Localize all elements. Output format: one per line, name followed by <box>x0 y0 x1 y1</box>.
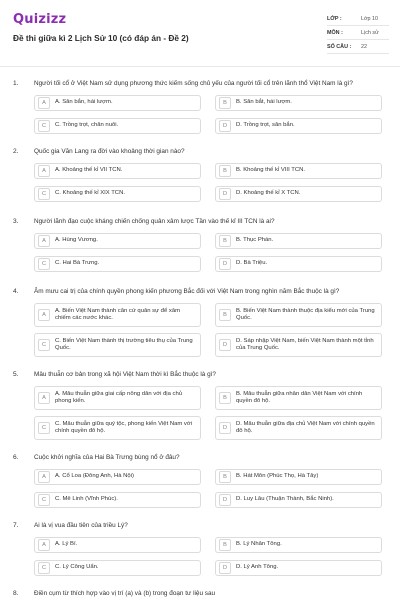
option-text: A. Cổ Loa (Đông Anh, Hà Nội) <box>55 473 134 480</box>
option-text: A. Mâu thuẫn giữa giai cấp nông dân với địa chủ phong kiến. <box>55 390 183 404</box>
option-c[interactable] <box>34 492 201 508</box>
question-number: 3. <box>13 218 19 225</box>
option-a[interactable] <box>34 95 201 111</box>
option-a[interactable] <box>34 233 201 249</box>
option-letter: D <box>219 494 231 506</box>
option-text: A. Lý Bí. <box>55 541 78 548</box>
meta-label: LỚP : <box>327 15 342 22</box>
option-d[interactable] <box>215 416 382 440</box>
option-a[interactable] <box>34 537 201 553</box>
option-text: C. Mâu thuẫn giữa quý tộc, phong kiến Việt Nam với chính quyền đô hộ. <box>55 420 193 434</box>
question-text: Âm mưu cai trị của chính quyền phong kiến phương Bắc đối với Việt Nam trong nghìn năm Bắc thuộc là gì? <box>34 288 340 295</box>
option-text: C. Khoảng thế kỉ XIX TCN. <box>55 190 125 197</box>
option-text: A. Săn bắn, hái lượm. <box>55 99 113 106</box>
option-letter: C <box>38 258 50 270</box>
option-text: B. Lý Nhân Tông. <box>236 541 282 548</box>
option-letter: A <box>38 539 50 551</box>
option-letter: A <box>38 392 50 404</box>
question-number: 4. <box>13 288 19 295</box>
option-text: B. Biến Việt Nam thành thuộc địa kiểu mới của Trung Quốc. <box>236 307 375 321</box>
option-text: D. Lý Anh Tông. <box>236 564 279 571</box>
option-text: D. Sáp nhập Việt Nam, biến Việt Nam thành một tỉnh của Trung Quốc. <box>236 337 374 351</box>
option-letter: D <box>219 258 231 270</box>
question-text: Cuộc khởi nghĩa của Hai Bà Trưng bùng nổ ở đâu? <box>34 454 180 461</box>
option-text: D. Mâu thuẫn giữa địa chủ Việt Nam với chính quyền đô hộ. <box>236 420 375 434</box>
question-text: Ai là vị vua đầu tiên của triều Lý? <box>34 522 128 529</box>
header-divider <box>0 66 400 67</box>
option-b[interactable] <box>215 303 382 327</box>
option-c[interactable] <box>34 118 201 134</box>
option-letter: A <box>38 309 50 321</box>
option-d[interactable] <box>215 333 382 357</box>
option-text: B. Thục Phán. <box>236 237 274 244</box>
option-letter: B <box>219 235 231 247</box>
option-letter: D <box>219 188 231 200</box>
option-letter: B <box>219 539 231 551</box>
option-letter: B <box>219 392 231 404</box>
question-text: Mâu thuẫn cơ bản trong xã hội Việt Nam thời kì Bắc thuộc là gì? <box>34 371 216 378</box>
option-text: A. Hùng Vương. <box>55 237 98 244</box>
option-c[interactable] <box>34 333 201 357</box>
option-c[interactable] <box>34 560 201 576</box>
meta-value: 22 <box>361 43 367 50</box>
option-b[interactable] <box>215 469 382 485</box>
question-number: 7. <box>13 522 19 529</box>
option-text: A. Biến Việt Nam thành căn cứ quân sự để xâm chiếm các nước khác. <box>55 307 181 321</box>
option-letter: D <box>219 339 231 351</box>
option-letter: C <box>38 339 50 351</box>
option-b[interactable] <box>215 95 382 111</box>
option-d[interactable] <box>215 186 382 202</box>
document-title: Đề thi giữa kì 2 Lịch Sử 10 (có đáp án - Đề 2) <box>13 33 189 43</box>
option-b[interactable] <box>215 233 382 249</box>
option-letter: B <box>219 471 231 483</box>
meta-value: Lớp 10 <box>361 15 379 22</box>
option-a[interactable] <box>34 469 201 485</box>
option-c[interactable] <box>34 186 201 202</box>
option-letter: C <box>38 494 50 506</box>
option-letter: A <box>38 235 50 247</box>
option-letter: A <box>38 471 50 483</box>
option-letter: C <box>38 188 50 200</box>
option-b[interactable] <box>215 163 382 179</box>
meta-row-subject <box>327 26 389 40</box>
option-text: D. Khoảng thế kỉ X TCN. <box>236 190 301 197</box>
quizizz-logo: Quizizz <box>13 12 67 27</box>
option-letter: A <box>38 97 50 109</box>
option-letter: C <box>38 120 50 132</box>
meta-value: Lịch sử <box>361 29 379 36</box>
question-number: 5. <box>13 371 19 378</box>
option-text: C. Lý Công Uẩn. <box>55 564 99 571</box>
question-text: Quốc gia Văn Lang ra đời vào khoảng thời gian nào? <box>34 148 185 155</box>
worksheet-header <box>0 0 400 66</box>
meta-label: MÔN : <box>327 29 343 36</box>
meta-row-count <box>327 40 389 54</box>
question-number: 1. <box>13 80 19 87</box>
option-letter: D <box>219 562 231 574</box>
option-letter: B <box>219 97 231 109</box>
option-a[interactable] <box>34 163 201 179</box>
question-text: Người lãnh đạo cuộc kháng chiến chống quân xâm lược Tần vào thế kỉ III TCN là ai? <box>34 218 275 225</box>
option-letter: B <box>219 165 231 177</box>
option-letter: B <box>219 309 231 321</box>
option-text: D. Trồng trọt, săn bắn. <box>236 122 295 129</box>
option-d[interactable] <box>215 560 382 576</box>
option-b[interactable] <box>215 537 382 553</box>
option-text: C. Biến Việt Nam thành thị trường tiêu thụ của Trung Quốc. <box>55 337 193 351</box>
question-number: 2. <box>13 148 19 155</box>
question-number: 8. <box>13 590 19 597</box>
meta-row-class <box>327 12 389 26</box>
meta-info <box>327 12 389 54</box>
option-b[interactable] <box>215 386 382 410</box>
option-letter: D <box>219 120 231 132</box>
option-text: B. Săn bắt, hái lượm. <box>236 99 292 106</box>
option-text: D. Luy Lâu (Thuận Thành, Bắc Ninh). <box>236 496 334 503</box>
option-text: C. Mê Linh (Vĩnh Phúc). <box>55 496 118 503</box>
option-letter: C <box>38 562 50 574</box>
option-text: C. Trồng trọt, chăn nuôi. <box>55 122 119 129</box>
option-d[interactable] <box>215 118 382 134</box>
meta-label: SỐ CÂU : <box>327 43 352 50</box>
option-text: B. Khoảng thế kỉ VIII TCN. <box>236 167 305 174</box>
option-letter: C <box>38 422 50 434</box>
question-text: Điền cụm từ thích hợp vào vị trí (a) và (b) trong đoạn tư liệu sau <box>34 590 216 597</box>
option-c[interactable] <box>34 416 201 440</box>
option-text: A. Khoảng thế kỉ VII TCN. <box>55 167 123 174</box>
option-d[interactable] <box>215 492 382 508</box>
option-text: C. Hai Bà Trưng. <box>55 260 100 267</box>
question-number: 6. <box>13 454 19 461</box>
option-text: D. Bà Triệu. <box>236 260 268 267</box>
option-text: B. Hát Môn (Phúc Thọ, Hà Tây) <box>236 473 319 480</box>
option-letter: A <box>38 165 50 177</box>
option-letter: D <box>219 422 231 434</box>
option-c[interactable] <box>34 256 201 272</box>
option-text: B. Mâu thuẫn giữa nhân dân Việt Nam với chính quyền đô hộ. <box>236 390 363 404</box>
option-a[interactable] <box>34 386 201 410</box>
option-d[interactable] <box>215 256 382 272</box>
question-text: Người tối cổ ở Việt Nam sử dụng phương thức kiếm sống chủ yếu của người tối cổ trên lãnh thổ Việt Nam là gì? <box>34 80 353 87</box>
option-a[interactable] <box>34 303 201 327</box>
